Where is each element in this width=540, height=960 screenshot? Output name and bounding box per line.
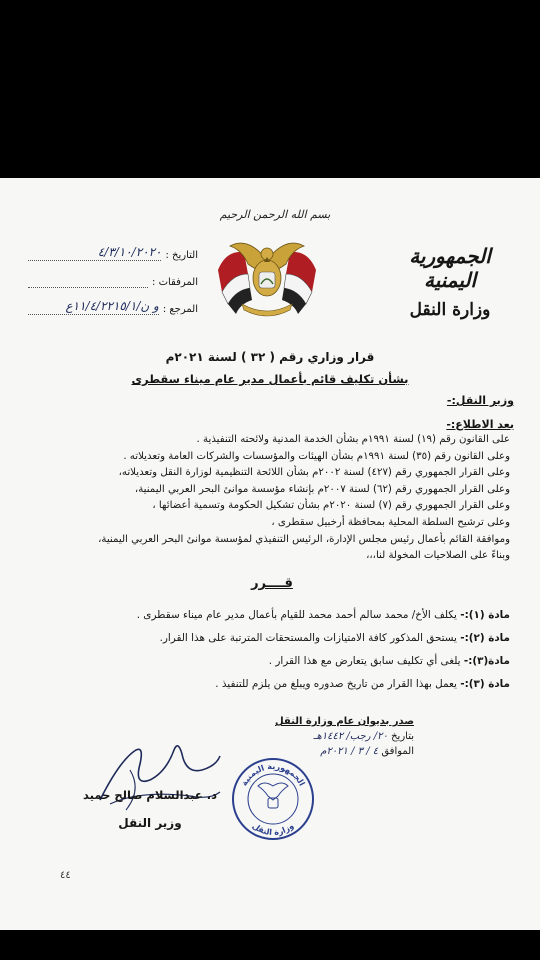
signatory [70,788,230,830]
preamble-line: وعلى ترشيح السلطة المحلية بمحافظة أرخبيل سقطرى ، [271,516,510,528]
ministry-letterhead [380,244,520,320]
article-item [30,673,510,696]
stamp-top-text: الجمهورية اليمنية [239,761,307,788]
attachments-row [28,261,198,288]
date-value: ٤/٣/١٠/٢٠٢٠ [28,245,161,261]
preamble-line: على القانون رقم (١٩) لسنة ١٩٩١م بشأن الخدمة المدنية ولائحته التنفيذية . [196,434,510,445]
decision-title: قرار وزاري رقم ( ٣٢ ) لسنة ٢٠٢١م [165,350,375,364]
hijri-prefix: بتاريخ [391,731,414,742]
signatory-name: د. عبدالسلام صالح حميد [83,788,217,802]
gregorian-date: ٤ / ٣ / ٢٠٢١م [320,746,379,757]
article-label: مادة(٣):- [463,655,510,667]
articles-list [30,604,510,696]
bottom-black-border [0,930,540,960]
article-text: يلغى أي تكليف سابق يتعارض مع هذا القرار . [268,655,461,667]
reference-row [28,288,198,315]
preamble [30,432,510,565]
article-text: يستحق المذكور كافة الامتيازات والمستحقات المترتبة على هذا القرار. [159,632,457,644]
decided-heading: قــــرر [251,576,293,591]
preamble-line: وموافقة القائم بأعمال رئيس مجلس الإدارة، الرئيس التنفيذي لمؤسسة موانئ البحر العربي اليمنية، [98,533,510,545]
attachments-value [28,286,148,288]
republic-name: الجمهورية اليمنية [409,244,491,292]
preamble-heading: بعد الاطلاع:- [446,418,514,431]
ministry-name: وزارة النقل [409,300,491,320]
top-black-border [0,0,540,178]
article-item [30,604,510,627]
preamble-line: وبناءً على الصلاحيات المخولة لنا،،، [366,550,510,562]
attachments-label: المرفقات : [152,277,198,288]
issued-place: صدر بديوان عام وزارة النقل [274,716,414,727]
preamble-line: وعلى القانون رقم (٣٥) لسنة ١٩٩١م بشأن الهيئات والمؤسسات والشركات العامة وتعديلاته . [123,450,510,462]
article-label: مادة (٣):- [460,678,510,690]
preamble-line: وعلى القرار الجمهوري رقم (٧) لسنة ٢٠٢٠م بشأن تشكيل الحكومة وتسمية أعضائها ، [152,500,510,512]
preamble-line: وعلى القرار الجمهوري رقم (٦٢) لسنة ٢٠٠٧م بإنشاء مؤسسة موانئ البحر العربي اليمنية، [134,483,510,495]
basmala: بسم الله الرحمن الرحيم [219,208,331,221]
signatory-title: وزير النقل [118,816,182,830]
official-stamp-icon [228,754,318,844]
article-label: مادة (٢):- [460,632,510,644]
reference-block [28,234,198,315]
decree-document [0,178,540,930]
yemen-eagle-emblem-icon [208,230,326,322]
article-text: يكلف الأخ/ محمد سالم أحمد محمد للقيام بأعمال مدير عام ميناء سقطرى . [136,609,457,621]
article-label: مادة (١):- [460,609,510,621]
decision-subject: بشأن تكليف قائم بأعمال مدير عام ميناء سقطرى [131,372,409,386]
reference-label: المرجع : [162,304,198,315]
stamp-bottom-text: وزارة النقل [250,821,296,838]
article-item [30,627,510,650]
gregorian-prefix: الموافق [381,746,414,757]
page-number: ٤٤ [60,870,71,881]
hijri-date: ٢٠/ رجب/ ١٤٤٢هـ [313,731,388,742]
reference-value: و ن/١١/٤/٢٢١٥/١ع [28,299,159,315]
addressee: وزير النقل:- [446,394,514,407]
date-row [28,234,198,261]
hijri-date-row [275,729,414,744]
date-label: التاريخ : [165,250,198,261]
preamble-line: وعلى القرار الجمهوري رقم (٤٢٧) لسنة ٢٠٠٢م بشأن اللائحة التنظيمية لوزارة النقل وتعديلاته، [118,467,510,479]
article-item [30,650,510,673]
article-text: يعمل بهذا القرار من تاريخ صدوره ويبلغ من يلزم للتنفيذ . [215,678,457,690]
issued-block [275,714,414,759]
